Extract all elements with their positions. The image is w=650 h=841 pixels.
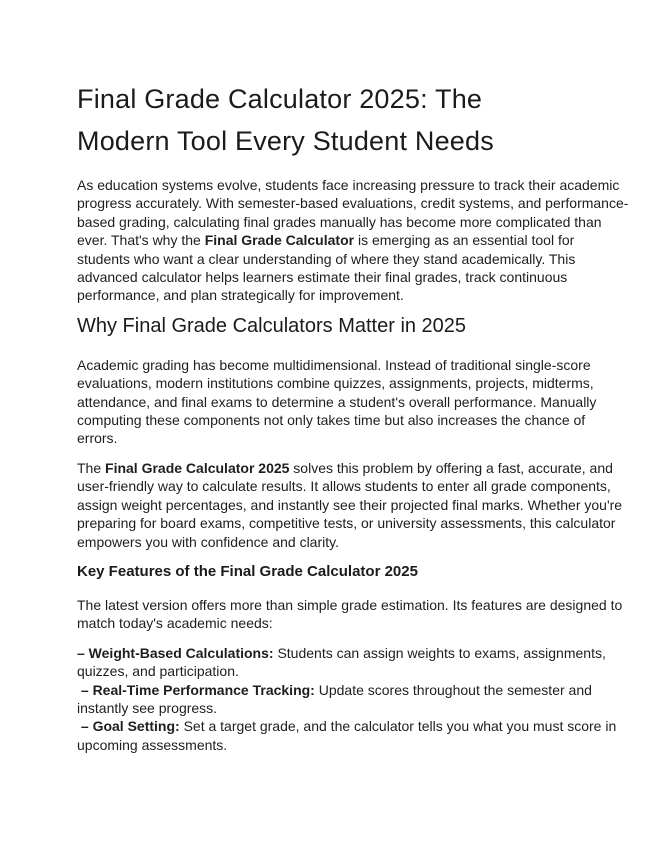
feature-item-real-time-tracking xyxy=(77,681,629,718)
section-heading-why-matter: Why Final Grade Calculators Matter in 2025 xyxy=(77,314,467,337)
subsection-heading-key-features: Key Features of the Final Grade Calculator 2025 xyxy=(77,562,418,580)
solves-text-bold: Final Grade Calculator 2025 xyxy=(105,459,290,476)
feature-goal-setting-text: Set a target grade, and the calculator tells you what you must score in upcoming assessments. xyxy=(77,718,621,753)
paragraph-grading-text: Academic grading has become multidimensional. Instead of traditional single-score evaluations, modern institutions combine quizzes, assignments, projects, midterms, attendance, and final exams to determine a student's overall performance. Manually computing these components not only takes time but also increases the chance of errors. xyxy=(77,356,601,447)
paragraph-calculator-solves xyxy=(77,459,629,551)
document-title-line1: Final Grade Calculator 2025: The xyxy=(77,84,483,114)
feature-real-time-text: Update scores throughout the semester and instantly see progress. xyxy=(77,681,596,716)
feature-item-goal-setting xyxy=(77,717,629,754)
features-intro-text: The latest version offers more than simple grade estimation. Its features are designed to match today's academic needs: xyxy=(77,596,627,632)
solves-text-pre: The xyxy=(77,459,106,476)
intro-text-pre: As education systems evolve, students face increasing pressure to track their academic progress accurately. With semester-based evaluations, credit systems, and performance-based grading, calculating final grades manually has become more complicated than ever. That's why the xyxy=(77,177,629,249)
feature-real-time-label: – Real-Time Performance Tracking: xyxy=(77,681,315,698)
feature-goal-setting-label: – Goal Setting: xyxy=(77,718,180,735)
document-title xyxy=(77,78,629,162)
solves-text-post: solves this problem by offering a fast, accurate, and user-friendly way to calculate results. It allows students to enter all grade components, assign weight percentages, and instantly see their projected final marks. Whether you're preparing for board exams, competitive tests, or university assessments, this calculator empowers you with confidence and clarity. xyxy=(77,459,626,550)
intro-paragraph xyxy=(77,176,629,305)
intro-text-post: is emerging as an essential tool for students who want a clear understanding of where they stand academically. This advanced calculator helps learners estimate their final grades, track continuous performance, and plan strategically for improvement. xyxy=(77,232,580,304)
paragraph-features-intro xyxy=(77,596,629,633)
feature-weight-based-label: – Weight-Based Calculations: xyxy=(77,644,274,661)
paragraph-grading-multidimensional xyxy=(77,356,629,448)
feature-item-weight-based xyxy=(77,644,629,681)
feature-weight-based-text: Students can assign weights to exams, assignments, quizzes, and participation. xyxy=(77,644,610,680)
features-list xyxy=(77,644,629,754)
intro-text-bold: Final Grade Calculator xyxy=(204,232,355,249)
document-title-line2: Modern Tool Every Student Needs xyxy=(77,126,494,156)
